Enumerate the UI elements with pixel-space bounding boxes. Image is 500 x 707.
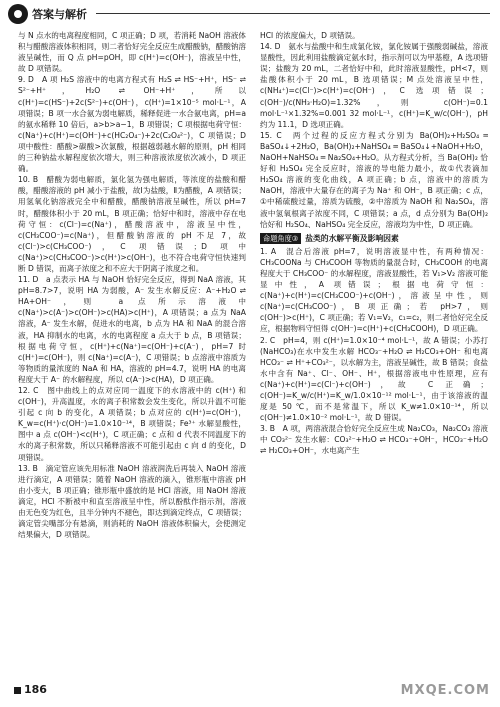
- answer-paragraph: 12. C 图中曲线上的点对应同一温度下的水溶液中的 c(H⁺) 和 c(OH⁻)，升高温度，水的离子积常数会发生变化，所以升温不可能引起 c 向 b 的变化，A 项错误；b 点对应的 c(H⁺)=c(OH⁻)，K_w=c(H⁺)·c(OH⁻)=1.0×10⁻¹⁴，B 项错误；Fe³⁺ 水解显酸性，图中 a 点 c(OH⁻)<c(H⁺)，C 项正确；c 点和 d 代表不同温度下的水的离子积常数，所以只稀释溶液不可能引起由 c 向 d 的变化，D 项错误。: [18, 386, 246, 462]
- answer-paragraph: 13. B 滴定管应该先用标准 NaOH 溶液润洗后再装入 NaOH 溶液进行滴定，A 项错误；随着 NaOH 溶液的滴入，锥形瓶中溶液 pH 由小变大，B 项正确；锥形瓶中盛放的是 HCl 溶液，用 NaOH 溶液滴定，HCl 不断被中和直至溶液呈中性，所以酚酞作指示剂，溶液由无色变为红色，且半分钟内不褪色，即达到滴定终点，C 项错误；滴定管尖嘴部分有悬滴，则消耗的 NaOH 溶液体积偏大，会使测定结果偏大，D 项错误。: [18, 463, 246, 540]
- answer-paragraph: HCl 的浓度偏大，D 项错误。: [260, 31, 360, 40]
- right-column: [260, 30, 488, 670]
- answer-paragraph: 1. A 混合后溶液 pH=7，说明溶液显中性，有两种情况：CH₃COONa 与 CH₃COOH 等物质的量混合时，CH₃COOH 的电离程度大于 CH₃COO⁻ 的水解程度，溶液显酸性，若 V₁>V₂ 溶液可能显中性，A 项错误；根据电荷守恒：c(Na⁺)+c(H⁺)=c(CH₃COO⁻)+c(OH⁻)，溶液呈中性，则 c(Na⁺)=c(CH₃COO⁻)，B 项正确；若 pH>7，则 c(OH⁻)>c(H⁺)，C 项正确；若 V₁=V₂，c₁=c₂，则二者恰好完全反应，根据物料守恒得 c(OH⁻)=c(H⁺)+c(CH₃COOH)，D 项正确。: [260, 246, 488, 334]
- answer-paragraph: 14. D 氨水与盐酸中和生成氯化铵，氯化铵属于强酸弱碱盐，溶液显酸性，因此利用盐酸滴定氨水时，指示剂可以为甲基橙，A 选项错误；盐酸为 20 mL，二者恰好中和，此时溶液显酸性，pH<7，则盐酸体积小于 20 mL，B 选项错误；M 点处溶液呈中性，c(NH₄⁺)=c(Cl⁻)>c(H⁺)=c(OH⁻)，C 选项错误；c(OH⁻)/c(NH₃·H₂O)=1.32%，则 c(OH⁻)=0.1 mol·L⁻¹×1.32%=0.001 32 mol·L⁻¹，c(H⁺)=K_w/c(OH⁻)，pH 约为 11.1，D 选项正确。: [260, 42, 488, 129]
- section-tag: 命题角度③: [260, 233, 301, 244]
- left-column: [18, 30, 246, 670]
- answer-paragraph: 9. D A 项 H₂S 溶液中的电离方程式有 H₂S ⇌ HS⁻+H⁺，HS⁻ ⇌ S²⁻+H⁺，H₂O ⇌ OH⁻+H⁺，所以 c(H⁺)=c(HS⁻)+2c(S²⁻)+c(OH⁻)，c(H⁺)=1×10⁻⁵ mol·L⁻¹，A 项错误；B 项一水合氨为弱电解质，稀释促进一水合氨电离，pH=a 的氨水稀释 10 倍后，a>b>a−1，B 项错误；C 项根据电荷守恒：c(Na⁺)+c(H⁺)=c(OH⁻)+c(HC₂O₄⁻)+2c(C₂O₄²⁻)，C 项错误；D 项中酸性：醋酸>碳酸>次氯酸，根据越弱越水解的原则，pH 相同的三种钠盐水解程度依次增大，则三种溶液浓度依次减小，D 项正确。: [18, 75, 246, 174]
- header-rule: [96, 13, 490, 14]
- answer-columns: [18, 30, 488, 670]
- answer-paragraph: 11. D a 点表示 HA 与 NaOH 恰好完全反应，得到 NaA 溶液，其 pH=8.7>7，说明 HA 为弱酸，A⁻ 发生水解反应：A⁻+H₂O ⇌ HA+OH⁻，则 a 点所示溶液中 c(Na⁺)>c(A⁻)>c(OH⁻)>c(HA)>c(H⁺)，A 项错误；a 点为 NaA 溶液，A⁻ 发生水解，促进水的电离，b 点为 HA 和 NaA 的混合溶液，HA 抑制水的电离，水的电离程度 a 点大于 b 点，B 项错误；根据电荷守恒，c(H⁺)+c(Na⁺)=c(OH⁻)+c(A⁻)，pH=7 时 c(H⁺)=c(OH⁻)，则 c(Na⁺)=c(A⁻)，C 项错误；b 点溶液中溶质为等物质的量浓度的 NaA 和 HA，溶液的 pH=4.7，说明 HA 的电离程度大于 A⁻ 的水解程度，所以 c(A⁻)>c(HA)，D 项正确。: [18, 275, 246, 384]
- page-header: [0, 0, 500, 26]
- answer-paragraph: 3. B A 项，两溶液混合恰好完全反应生成 Na₂CO₃，Na₂CO₃ 溶液中 CO₃²⁻ 发生水解：CO₃²⁻+H₂O ⇌ HCO₃⁻+OH⁻，HCO₃⁻+H₂O ⇌ H₂CO₃+OH⁻，水电离产生: [260, 424, 488, 456]
- page-number: 186: [24, 683, 47, 696]
- watermark: MXQE.COM: [400, 683, 490, 698]
- page-marker-icon: [14, 687, 21, 694]
- section-heading: [260, 233, 488, 244]
- section-title: 盐类的水解平衡及影响因素: [305, 233, 399, 243]
- answer-paragraph: 15. C 两个过程的反应方程式分别为 Ba(OH)₂+H₂SO₄ ═ BaSO₄↓+2H₂O，Ba(OH)₂+NaHSO₄ ═ BaSO₄↓+NaOH+H₂O，NaOH+NaHSO₄ ═ Na₂SO₄+H₂O。从方程式分析，当 Ba(OH)₂ 恰好和 H₂SO₄ 完全反应时，溶液的导电能力最小，故①代表滴加 H₂SO₄ 溶液的变化曲线，A 项正确；b 点，溶液中的溶质为 NaOH，溶液中大量存在的离子为 Na⁺ 和 OH⁻，B 项正确；c 点，①中稀硫酸过量，溶质为硫酸，②中溶质为 NaOH 和 Na₂SO₄，溶液中氢氧根离子浓度不同，C 项错误；a 点，d 点分别为 Ba(OH)₂ 恰好和 H₂SO₄、NaHSO₄ 完全反应，溶液均为中性，D 项正确。: [260, 130, 488, 229]
- answer-paragraph: 与 N 点水的电离程度相同，C 项正确；D 项，若消耗 NaOH 溶液体积与醋酸溶液体积相同，则二者恰好完全反应生成醋酸钠，醋酸钠溶液呈碱性，而 Q 点 pH=pOH，即 c(H⁺)=c(OH⁻)，溶液呈中性，故 D 项错误。: [18, 31, 246, 74]
- answer-paragraph: 2. C pH=4，则 c(H⁺)=1.0×10⁻⁴ mol·L⁻¹，故 A 错误；小苏打(NaHCO₃)在水中发生水解 HCO₃⁻+H₂O ⇌ H₂CO₃+OH⁻ 和电离 HCO₃⁻ ⇌ H⁺+CO₃²⁻，以水解为主，溶液呈碱性，故 B 错误；食盐水中含有 Na⁺、Cl⁻、OH⁻、H⁺，根据溶液电中性原理，应有 c(Na⁺)+c(H⁺)=c(Cl⁻)+c(OH⁻)，故 C 正确；c(OH⁻)=K_w/c(H⁺)=K_w/1.0×10⁻¹² mol·L⁻¹，由于该溶液的温度是 50 ℃，而不是常温下，所以 K_w≠1.0×10⁻¹⁴，所以 c(OH⁻)≠1.0×10⁻² mol·L⁻¹，故 D 错误。: [260, 335, 488, 423]
- answer-paragraph: 10. B 醋酸为弱电解质，氯化氢为强电解质，等浓度的盐酸和醋酸，醋酸溶液的 pH 减小于盐酸，故Ⅰ为盐酸，Ⅱ为醋酸，A 项错误；用氢氧化钠溶液完全中和醋酸，醋酸钠溶液呈碱性，所以 pH=7 时，醋酸体积小于 20 mL，B 项正确；恰好中和时，溶液中存在电荷守恒：c(Cl⁻)=c(Na⁺)，醋酸溶液中，溶液呈中性，c(CH₃COO⁻)=c(Na⁺)，但醋酸钠溶液的 pH 不足 7，故 c(Cl⁻)>c(CH₃COO⁻)，C 项错误；D 项中 c(Na⁺)>c(CH₃COO⁻)>c(H⁺)>c(OH⁻)，也不符合电荷守恒快速判断 D 错误，而离子浓度之和不应大于阴离子浓度之和。: [18, 175, 246, 273]
- page-footer: [0, 683, 500, 705]
- answer-badge-icon: [8, 4, 28, 24]
- header-title: 答案与解析: [32, 8, 87, 21]
